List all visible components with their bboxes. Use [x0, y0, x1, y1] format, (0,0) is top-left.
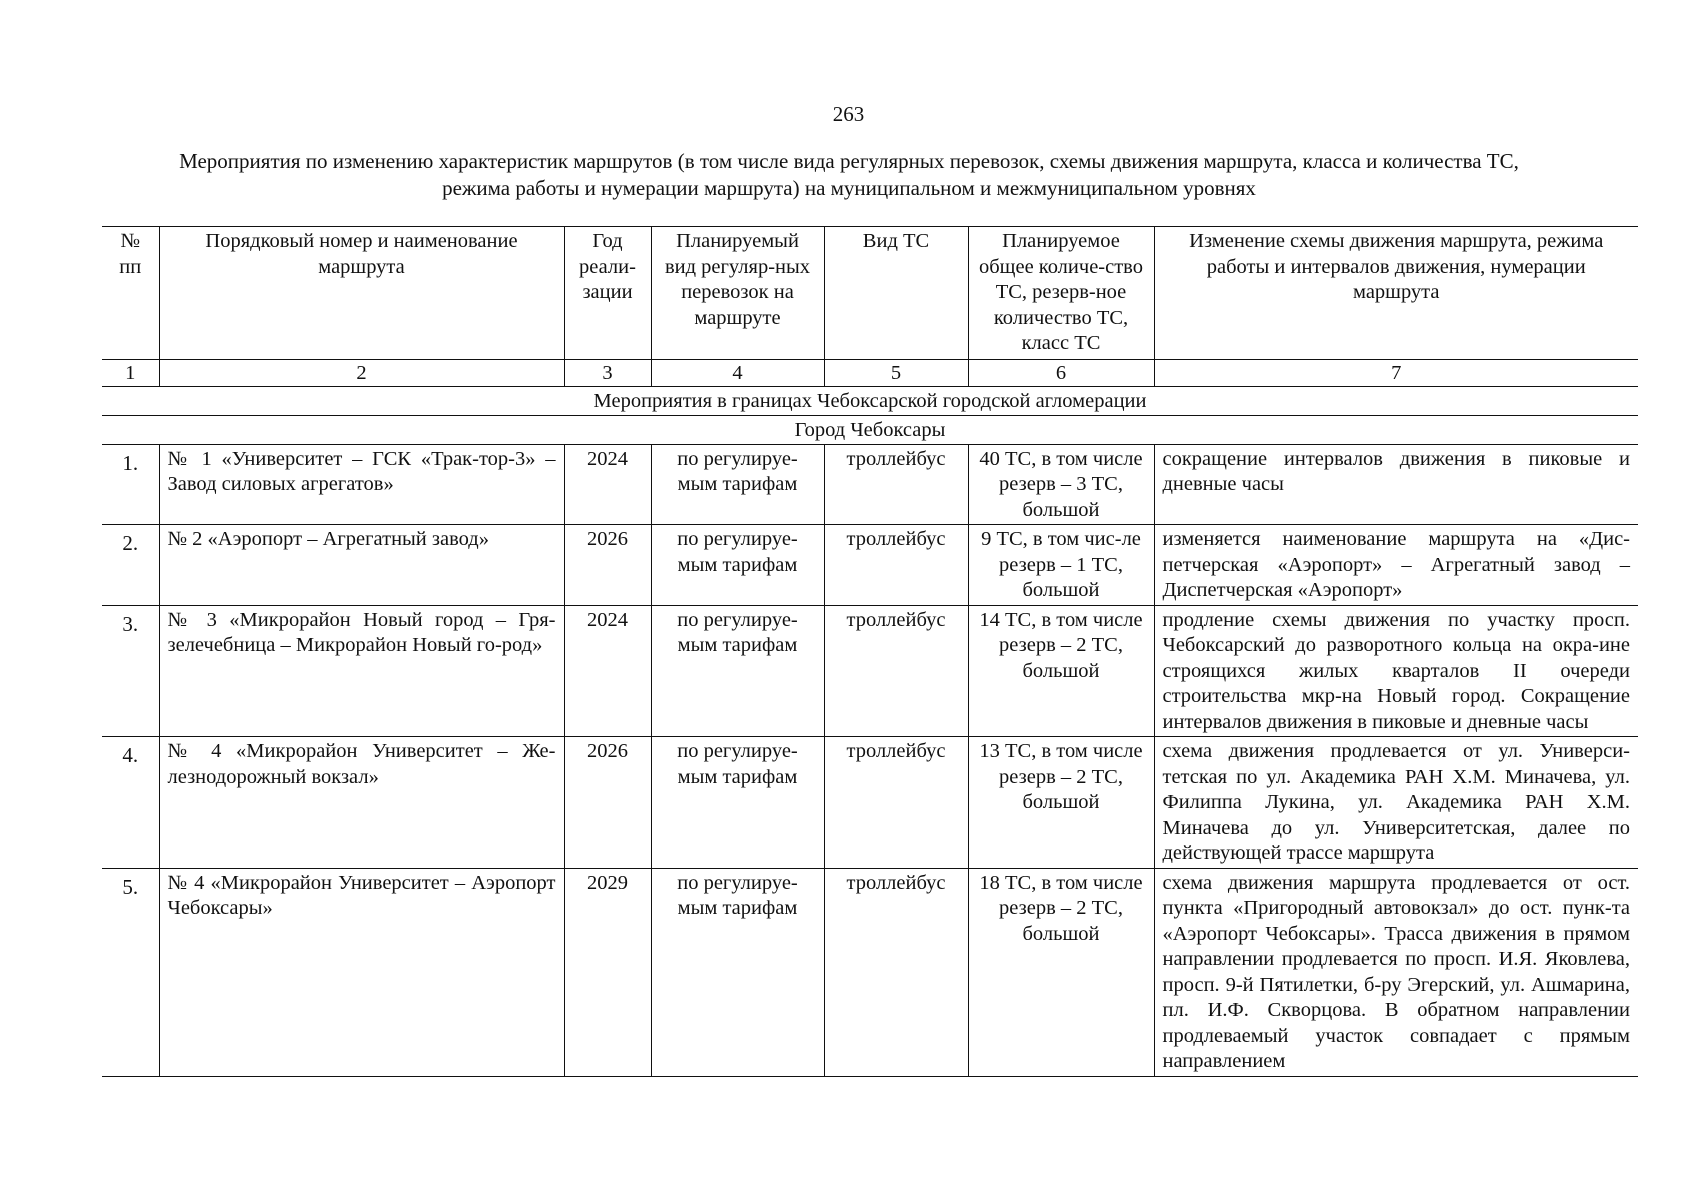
row-number: 1.: [102, 444, 159, 525]
header-col-5: Вид ТС: [824, 227, 968, 360]
table-row: [102, 444, 1638, 525]
header-col-3: Год реали-зации: [564, 227, 651, 360]
route-name: № 4 «Микрорайон Университет – Же-лезнодорожный вокзал»: [159, 737, 564, 869]
header-col-1: № пп: [102, 227, 159, 360]
vehicle-quantity: 9 ТС, в том чис-ле резерв – 1 ТС, большой: [968, 525, 1154, 606]
implementation-year: 2026: [564, 737, 651, 869]
column-number-row: [102, 359, 1638, 386]
route-change: продление схемы движения по участку просп. Чебоксарский до разворотного кольца на окра-ине строящихся жилых кварталов II очереди строительства мкр-на Новый город. Сокращение интервалов движения в пиковые и дневные часы: [1154, 605, 1638, 737]
route-name: № 1 «Университет – ГСК «Трак-тор-3» – Завод силовых агрегатов»: [159, 444, 564, 525]
routes-table: [102, 226, 1638, 1077]
implementation-year: 2024: [564, 605, 651, 737]
transport-type: по регулируе-мым тарифам: [651, 525, 824, 606]
header-col-2: Порядковый номер и наименование маршрута: [159, 227, 564, 360]
row-number: 5.: [102, 868, 159, 1076]
column-number: 5: [824, 359, 968, 386]
implementation-year: 2029: [564, 868, 651, 1076]
table-row: [102, 737, 1638, 869]
page-number: 263: [832, 102, 865, 126]
route-change: схема движения продлевается от ул. Универси-тетская по ул. Академика РАН Х.М. Миначева, ул. Филиппа Лукина, ул. Академика РАН Х.М. Миначева до ул. Университетская, далее по действующей трассе маршрута: [1154, 737, 1638, 869]
vehicle-quantity: 13 ТС, в том числе резерв – 2 ТС, большой: [968, 737, 1154, 869]
subsection-title: Город Чебоксары: [102, 415, 1638, 444]
column-number: 7: [1154, 359, 1638, 386]
column-number: 6: [968, 359, 1154, 386]
vehicle-type: троллейбус: [824, 737, 968, 869]
row-number: 3.: [102, 605, 159, 737]
header-col-7: Изменение схемы движения маршрута, режима работы и интервалов движения, нумерации маршрута: [1154, 227, 1638, 360]
route-change: изменяется наименование маршрута на «Дис-петчерская «Аэропорт» – Агрегатный завод – Диспетчерская «Аэропорт»: [1154, 525, 1638, 606]
vehicle-type: троллейбус: [824, 444, 968, 525]
route-change: схема движения маршрута продлевается от ост. пункта «Пригородный автовокзал» до ост. пунк-та «Аэропорт Чебоксары». Трасса движения в прямом направлении продлевается по просп. И.Я. Яковлева, просп. 9-й Пятилетки, б-ру Эгерский, ул. Ашмарина, пл. И.Ф. Скворцова. В обратном направлении продлеваемый участок совпадает с прямым направлением: [1154, 868, 1638, 1076]
transport-type: по регулируе-мым тарифам: [651, 737, 824, 869]
transport-type: по регулируе-мым тарифам: [651, 868, 824, 1076]
vehicle-quantity: 14 ТС, в том числе резерв – 2 ТС, большой: [968, 605, 1154, 737]
table-header-row: [102, 227, 1638, 360]
route-change: сокращение интервалов движения в пиковые и дневные часы: [1154, 444, 1638, 525]
vehicle-type: троллейбус: [824, 868, 968, 1076]
implementation-year: 2026: [564, 525, 651, 606]
transport-type: по регулируе-мым тарифам: [651, 444, 824, 525]
section-title: Мероприятия в границах Чебоксарской городской агломерации: [102, 386, 1638, 415]
implementation-year: 2024: [564, 444, 651, 525]
column-number: 1: [102, 359, 159, 386]
vehicle-type: троллейбус: [824, 525, 968, 606]
title-line-1: Мероприятия по изменению характеристик маршрутов (в том числе вида регулярных перевозок, схемы движения маршрута, класса и количества ТС,: [179, 149, 1519, 173]
row-number: 4.: [102, 737, 159, 869]
row-number: 2.: [102, 525, 159, 606]
header-col-4: Планируемый вид регуляр-ных перевозок на маршруте: [651, 227, 824, 360]
vehicle-quantity: 40 ТС, в том числе резерв – 3 ТС, большой: [968, 444, 1154, 525]
column-number: 4: [651, 359, 824, 386]
section-row: [102, 386, 1638, 415]
table-row: [102, 525, 1638, 606]
subsection-row: [102, 415, 1638, 444]
column-number: 3: [564, 359, 651, 386]
route-name: № 2 «Аэропорт – Агрегатный завод»: [159, 525, 564, 606]
transport-type: по регулируе-мым тарифам: [651, 605, 824, 737]
route-name: № 4 «Микрорайон Университет – Аэропорт Чебоксары»: [159, 868, 564, 1076]
table-row: [102, 868, 1638, 1076]
title-line-2: режима работы и нумерации маршрута) на муниципальном и межмуниципальном уровнях: [442, 176, 1256, 200]
vehicle-type: троллейбус: [824, 605, 968, 737]
table-row: [102, 605, 1638, 737]
vehicle-quantity: 18 ТС, в том числе резерв – 2 ТС, большой: [968, 868, 1154, 1076]
document-title: [110, 148, 1588, 202]
route-name: № 3 «Микрорайон Новый город – Гря-зелечебница – Микрорайон Новый го-род»: [159, 605, 564, 737]
header-col-6: Планируемое общее количе-ство ТС, резерв-ное количество ТС, класс ТС: [968, 227, 1154, 360]
column-number: 2: [159, 359, 564, 386]
